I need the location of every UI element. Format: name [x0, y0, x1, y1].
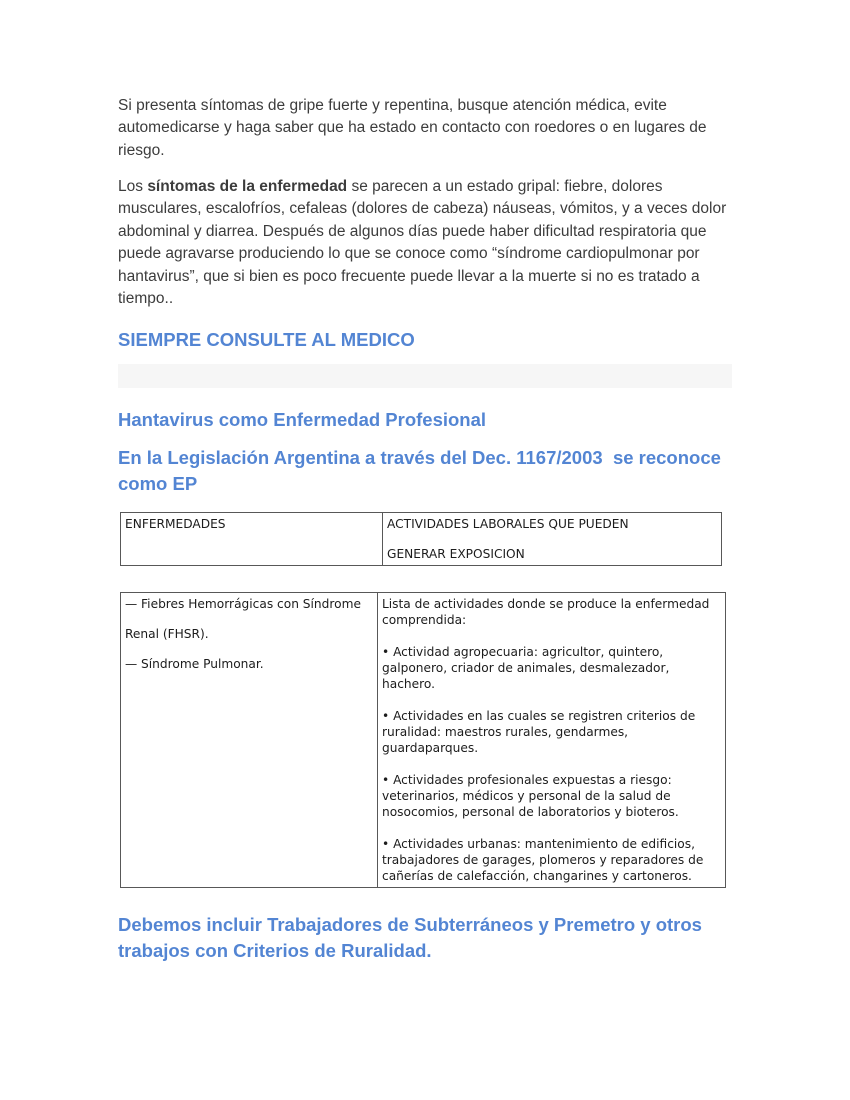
symptoms-paragraph — [118, 176, 736, 310]
table-cell-actividades-laborales — [382, 513, 721, 565]
disease-line: — Síndrome Pulmonar. — [125, 657, 264, 671]
table-cell-enfermedades — [121, 513, 382, 565]
activities-intro: Lista de actividades donde se produce la enfermedad comprendida: — [382, 597, 710, 627]
disease-line: Renal (FHSR). — [125, 627, 209, 641]
heading-legislacion-argentina: En la Legislación Argentina a través del Dec. 1167/2003 se reconoce como EP — [118, 447, 727, 494]
heading-trabajadores-subterraneos: Debemos incluir Trabajadores de Subterráneos y Premetro y otros trabajos con Criterios de Ruralidad. — [118, 914, 702, 961]
intro-paragraph: Si presenta síntomas de gripe fuerte y repentina, busque atención médica, evite automedicarse y haga saber que ha estado en contacto con roedores o en lugares de riesgo. — [118, 97, 707, 159]
table-header-enfermedades: ENFERMEDADES — [125, 517, 226, 531]
table-header-actividades-line2: GENERAR EXPOSICION — [387, 547, 525, 561]
symptoms-paragraph-rest: se parecen a un estado gripal: fiebre, dolores musculares, escalofríos, cefaleas (dolores de cabeza) náuseas, vómitos, y a veces dolor abdominal y diarrea. Después de algunos días puede haber dificultad respiratoria que puede agravarse produciendo lo que se conoce como “síndrome cardiopulmonar por hantavirus”, que si bien es poco frecuente puede llevar a la muerte si no es tratado a tiempo.. — [118, 178, 727, 308]
disease-line: — Fiebres Hemorrágicas con Síndrome — [125, 597, 361, 611]
symptoms-paragraph-bold: síntomas de la enfermedad — [147, 178, 348, 195]
table-cell-diseases — [121, 593, 377, 887]
heading-hantavirus-enfermedad-profesional: Hantavirus como Enfermedad Profesional — [118, 409, 487, 430]
table-cell-activities-list — [377, 593, 725, 887]
symptoms-paragraph-prefix: Los — [118, 178, 148, 195]
exposure-table-header — [120, 512, 722, 566]
activity-bullet-agropecuaria: • Actividad agropecuaria: agricultor, quintero, galponero, criador de animales, desmalezador, hachero. — [382, 645, 670, 691]
exposure-table-body — [120, 592, 726, 888]
heading-siempre-consulte-al-medico: SIEMPRE CONSULTE AL MEDICO — [118, 329, 415, 350]
shaded-divider-bar — [118, 364, 732, 388]
activity-bullet-urbanas: • Actividades urbanas: mantenimiento de edificios, trabajadores de garages, plomeros y reparadores de cañerías de calefacción, changarines y cartoneros. — [382, 837, 704, 883]
activity-bullet-profesionales: • Actividades profesionales expuestas a riesgo: veterinarios, médicos y personal de la salud de nosocomios, personal de laboratorios y bioteros. — [382, 773, 679, 819]
activity-bullet-ruralidad: • Actividades en las cuales se registren criterios de ruralidad: maestros rurales, gendarmes, guardaparques. — [382, 709, 696, 755]
table-header-actividades-line1: ACTIVIDADES LABORALES QUE PUEDEN — [387, 517, 629, 531]
